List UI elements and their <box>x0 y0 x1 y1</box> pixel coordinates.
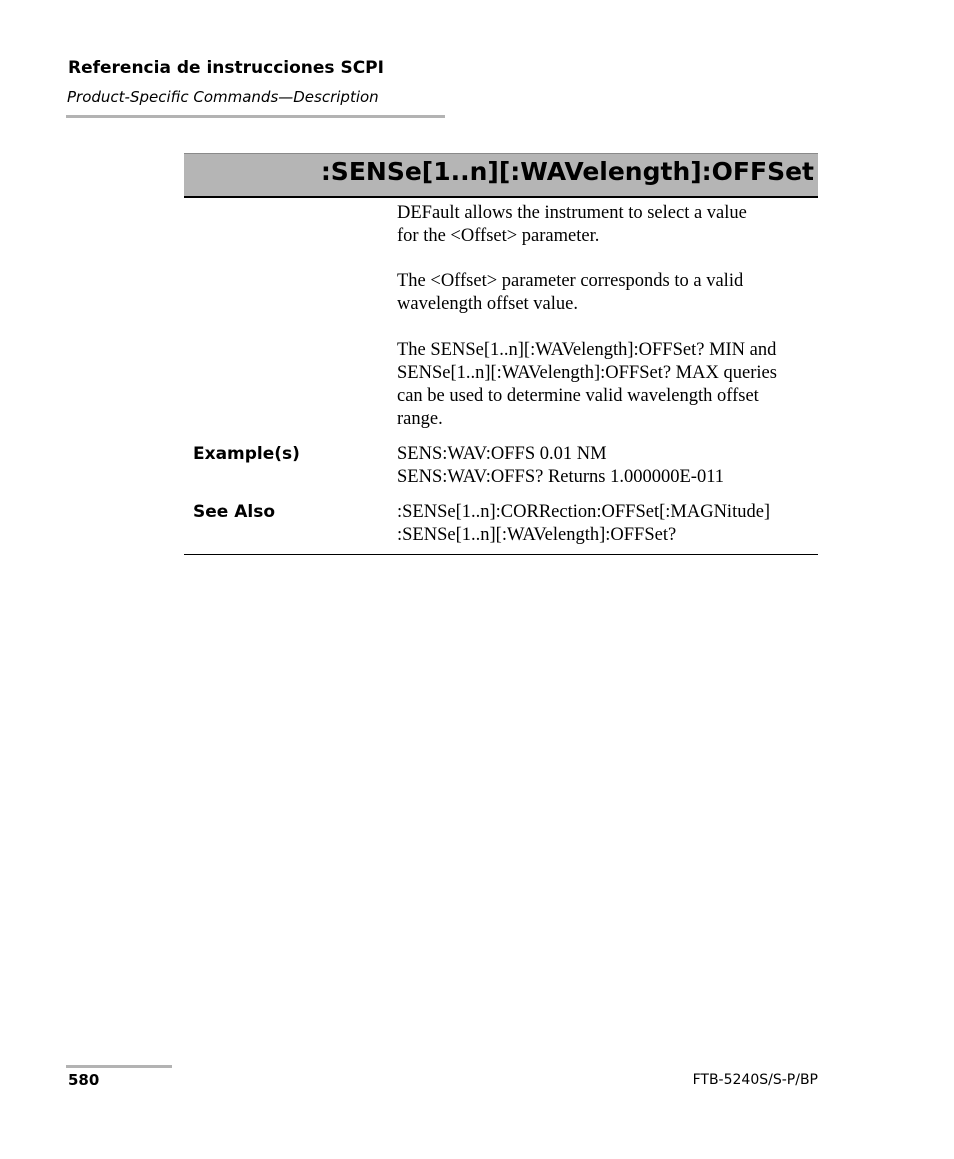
example-line: SENS:WAV:OFFS? Returns 1.000000E-011 <box>397 467 725 487</box>
page-number: 580 <box>68 1071 100 1089</box>
description-paragraph-default <box>397 202 817 248</box>
description-paragraph-offset <box>397 270 817 316</box>
see-also-label: See Also <box>193 502 276 522</box>
text-line: range. <box>397 409 443 429</box>
see-also-block <box>397 501 817 547</box>
text-line: SENSe[1..n][:WAVelength]:OFFSet? MAX queries <box>397 363 777 383</box>
text-line: DEFault allows the instrument to select a value <box>397 203 747 223</box>
text-line: for the <Offset> parameter. <box>397 226 600 246</box>
title-underline <box>184 196 818 198</box>
footer-rule <box>66 1065 172 1068</box>
example-line: SENS:WAV:OFFS 0.01 NM <box>397 444 607 464</box>
text-line: can be used to determine valid wavelength offset <box>397 386 759 406</box>
running-header-title: Referencia de instrucciones SCPI <box>68 58 384 78</box>
see-also-line: :SENSe[1..n][:WAVelength]:OFFSet? <box>397 525 677 545</box>
command-title-band <box>184 153 818 196</box>
header-rule <box>66 115 445 118</box>
text-line: The SENSe[1..n][:WAVelength]:OFFSet? MIN and <box>397 340 777 360</box>
table-bottom-rule <box>184 554 818 555</box>
running-header-subtitle: Product-Specific Commands—Description <box>67 88 379 106</box>
description-paragraph-queries <box>397 339 817 431</box>
examples-label: Example(s) <box>193 444 300 464</box>
product-name: FTB-5240S/S-P/BP <box>692 1072 818 1088</box>
text-line: wavelength offset value. <box>397 294 578 314</box>
see-also-line: :SENSe[1..n]:CORRection:OFFSet[:MAGNitude] <box>397 502 771 522</box>
text-line: The <Offset> parameter corresponds to a valid <box>397 271 744 291</box>
command-title: :SENSe[1..n][:WAVelength]:OFFSet <box>320 157 814 186</box>
examples-block <box>397 443 817 489</box>
